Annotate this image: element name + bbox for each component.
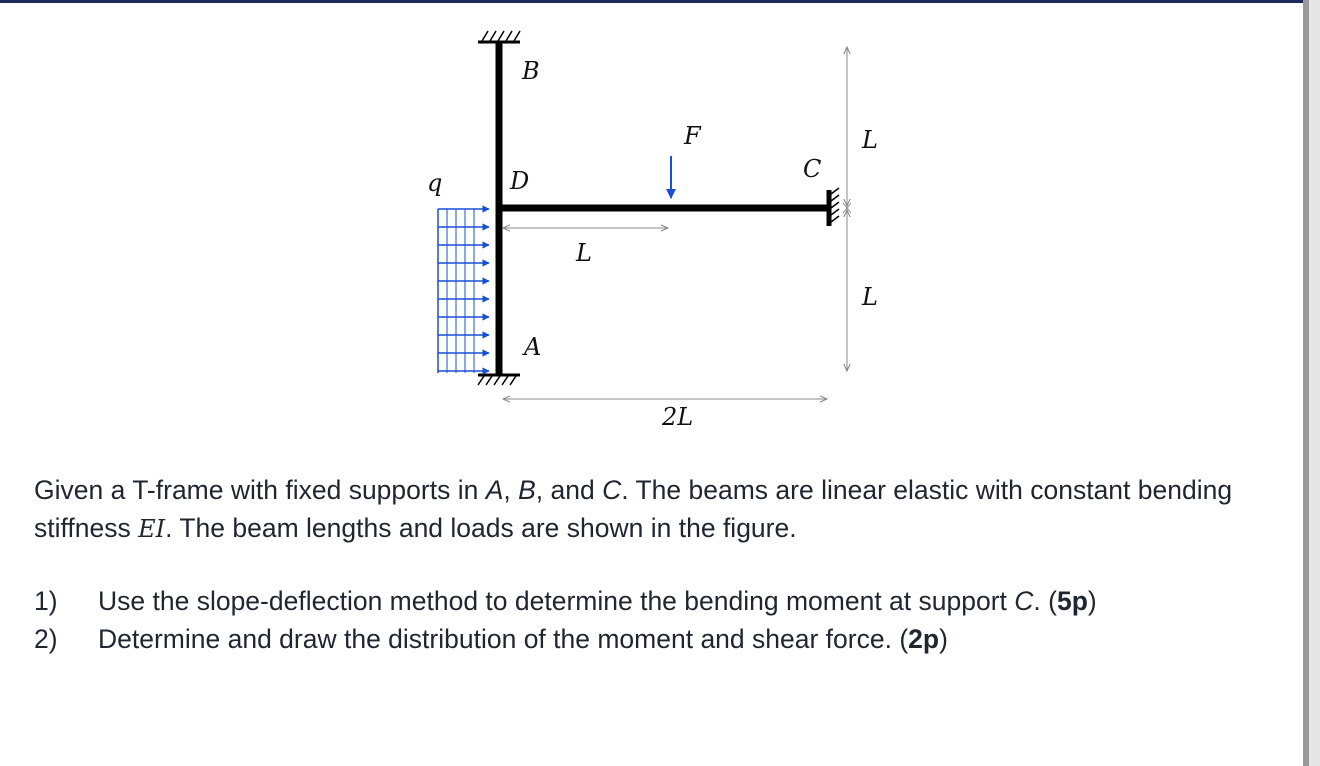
label-a: A (524, 333, 542, 361)
label-b: B (522, 57, 540, 85)
task-item-1 (34, 582, 1284, 620)
intro-text-1: Given a T-frame with fixed supports in (34, 475, 486, 505)
label-2l: 2L (662, 403, 694, 431)
task-item-2 (34, 620, 1284, 658)
task-1-text: Use the slope-deflection method to determine the bending moment at support (98, 586, 1015, 616)
task-1-points: 5p (1056, 586, 1088, 616)
intro-text-3: . The beam lengths and loads are shown in the figure. (165, 513, 797, 543)
task-text (98, 620, 948, 658)
t-frame-figure (0, 3, 1305, 443)
task-text (98, 582, 1097, 620)
distributed-load-q (438, 209, 489, 373)
var-ei: EI (138, 515, 166, 543)
task-2-points: 2p (908, 624, 940, 654)
support-a-icon (478, 375, 520, 385)
var-c: C (602, 475, 622, 505)
task-1-close: ) (1087, 586, 1097, 616)
var-b: B (518, 475, 536, 505)
label-f: F (684, 122, 701, 150)
intro-comma-2: , and (535, 475, 603, 505)
scrollbar-thumb[interactable] (1303, 0, 1309, 766)
intro-comma-1: , (503, 475, 519, 505)
label-q: q (427, 169, 443, 197)
var-a: A (485, 475, 504, 505)
task-1-after: . ( (1033, 586, 1057, 616)
intro-text-2: . The beams are linear elastic with constant bending stiffness (34, 475, 1233, 543)
intro-paragraph (34, 471, 1284, 548)
label-l-horizontal: L (576, 239, 592, 267)
label-c: C (803, 155, 822, 183)
task-number: 1) (34, 586, 58, 616)
label-d: D (510, 167, 530, 195)
problem-statement (34, 471, 1284, 658)
support-c-icon (829, 188, 851, 226)
task-list (34, 582, 1284, 658)
task-1-var-c: C (1014, 586, 1034, 616)
support-b-icon (478, 31, 520, 42)
label-l-right-bottom: L (862, 283, 878, 311)
task-2-text: Determine and draw the distribution of the moment and shear force. ( (98, 624, 909, 654)
task-2-close: ) (939, 624, 948, 654)
label-l-right-top: L (862, 126, 878, 154)
task-number: 2) (34, 624, 58, 654)
